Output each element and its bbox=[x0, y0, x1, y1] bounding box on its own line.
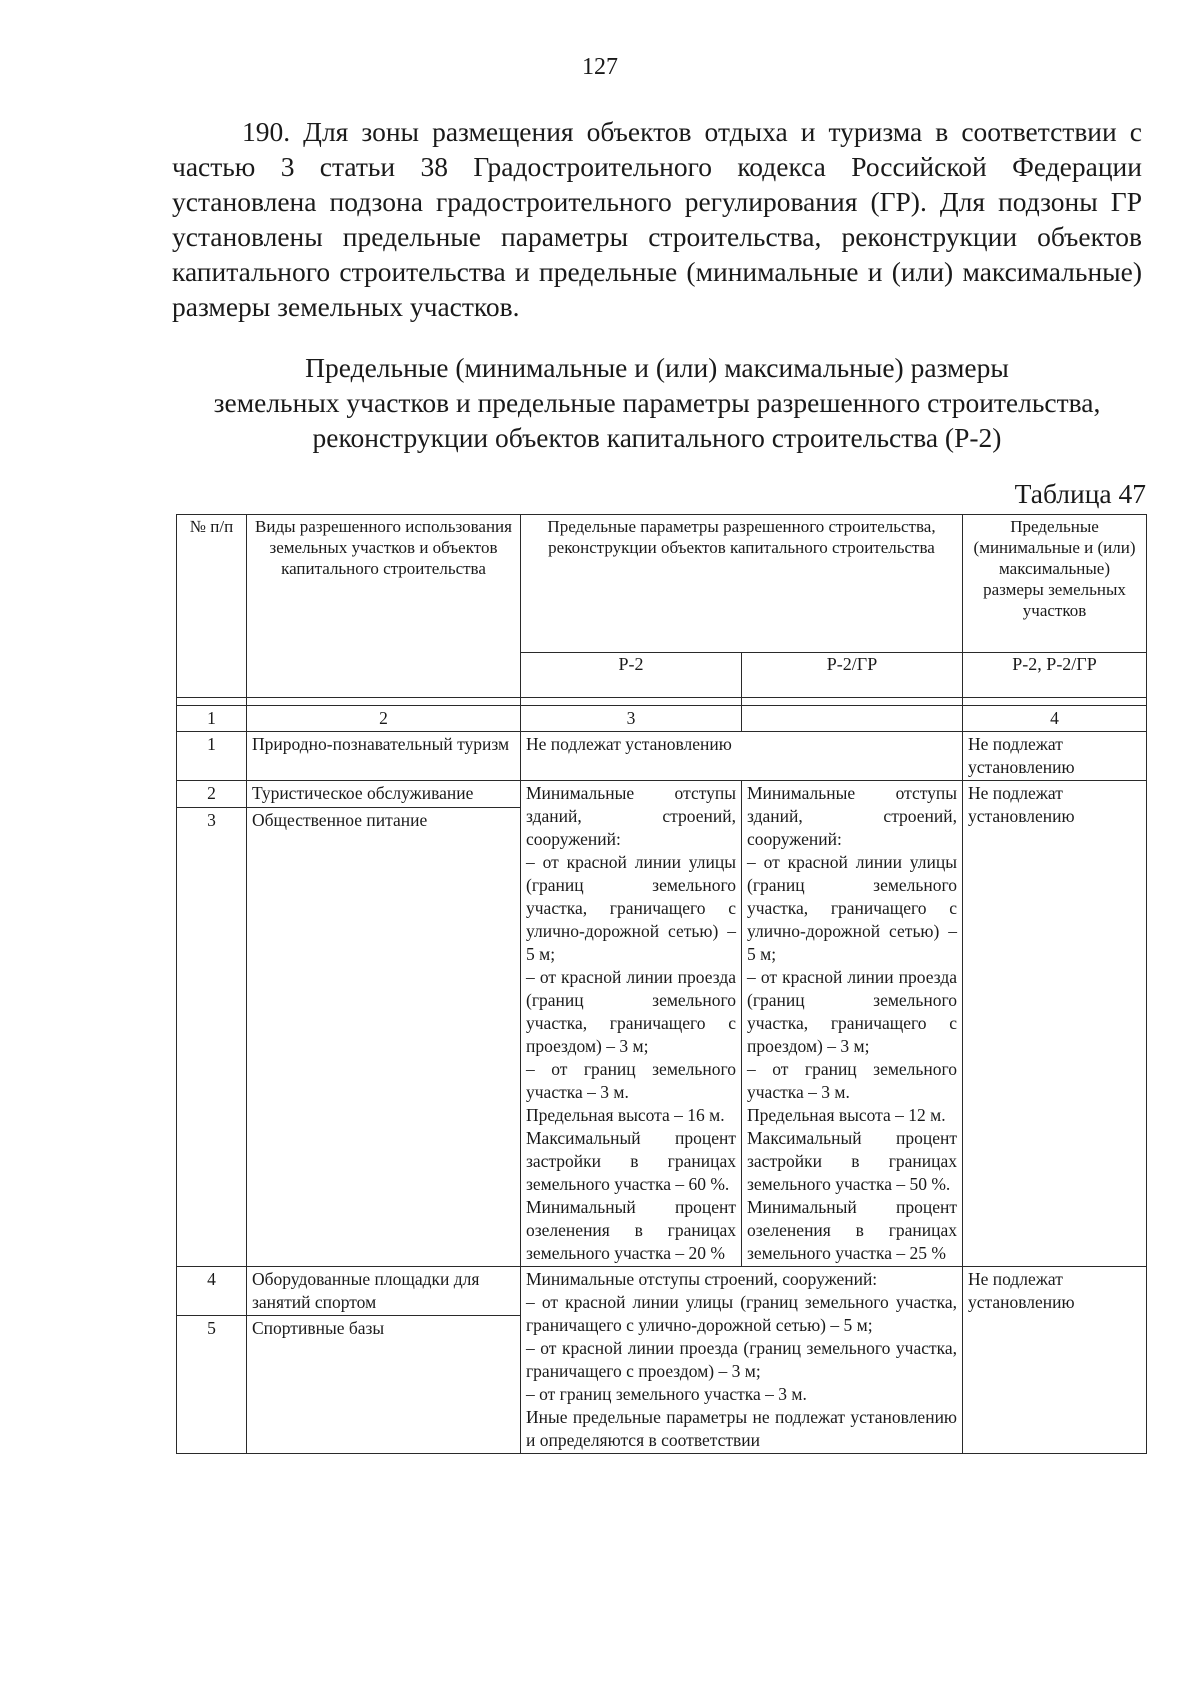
row-params bbox=[521, 1267, 963, 1454]
table-header-row bbox=[177, 515, 1147, 653]
row-num: 3 bbox=[177, 808, 247, 1267]
column-number bbox=[742, 706, 963, 732]
param-line: – от границ земельного участка – 3 м. bbox=[526, 1384, 807, 1404]
param-line: – от красной линии улицы (границ земельного участка, граничащего с улично-дорожной сетью) – 5 м; bbox=[526, 852, 736, 964]
column-number: 3 bbox=[521, 706, 742, 732]
row-type: Природно-познавательный туризм bbox=[247, 732, 521, 781]
param-line: Минимальный процент озеленения в границах земельного участка – 20 % bbox=[526, 1197, 736, 1263]
param-line: Предельная высота – 12 м. bbox=[747, 1105, 946, 1125]
subheader-r2gr: Р-2/ГР bbox=[742, 653, 963, 698]
param-line: – от красной линии проезда (границ земельного участка, граничащего с проездом) – 3 м; bbox=[747, 967, 958, 1056]
intro-paragraph: 190. Для зоны размещения объектов отдыха и туризма в соответствии с частью 3 статьи 38 Градостроительного кодекса Российской Федерации установлена подзона градостроительного регулирования (ГР). Для подзоны ГР установлены предельные параметры строительства, реконструкции объектов капитального строительства и предельные (минимальные и (или) максимальные) размеры земельных участков. bbox=[172, 116, 1142, 322]
page-number: 127 bbox=[582, 54, 618, 80]
param-line: Минимальные отступы зданий, строений, сооружений: bbox=[526, 783, 736, 849]
regulation-table bbox=[176, 514, 1147, 1454]
row-num: 4 bbox=[177, 1267, 247, 1316]
table-row bbox=[177, 781, 1147, 808]
table-row bbox=[177, 1267, 1147, 1316]
row-num: 5 bbox=[177, 1316, 247, 1454]
row-params: Не подлежат установлению bbox=[521, 732, 963, 781]
row-type: Общественное питание bbox=[247, 808, 521, 1267]
table-title bbox=[172, 350, 1142, 455]
row-params-r2 bbox=[521, 781, 742, 1267]
param-line: Предельная высота – 16 м. bbox=[526, 1105, 725, 1125]
column-numbers-row bbox=[177, 706, 1147, 732]
param-line: Иные предельные параметры не подлежат установлению и определяются в соответствии bbox=[526, 1407, 958, 1450]
row-sizes: Не подлежат установлению bbox=[963, 1267, 1147, 1454]
table-gap-row bbox=[177, 698, 1147, 706]
row-num: 1 bbox=[177, 732, 247, 781]
column-number: 2 bbox=[247, 706, 521, 732]
param-line: – от красной линии улицы (границ земельного участка, граничащего с улично-дорожной сетью) – 5 м; bbox=[526, 1292, 958, 1335]
subheader-sizes: Р-2, Р-2/ГР bbox=[963, 653, 1147, 698]
header-types: Виды разрешенного использования земельных участков и объектов капитального строительства bbox=[247, 515, 521, 698]
param-line: – от красной линии улицы (границ земельного участка, граничащего с улично-дорожной сетью) – 5 м; bbox=[747, 852, 958, 964]
row-sizes: Не подлежат установлению bbox=[963, 781, 1147, 1267]
param-line: Максимальный процент застройки в границах земельного участка – 50 %. bbox=[747, 1128, 958, 1194]
row-num: 2 bbox=[177, 781, 247, 808]
subheader-r2: Р-2 bbox=[521, 653, 742, 698]
row-type: Спортивные базы bbox=[247, 1316, 521, 1454]
header-num: № п/п bbox=[177, 515, 247, 698]
column-number: 1 bbox=[177, 706, 247, 732]
param-line: Минимальные отступы зданий, строений, сооружений: bbox=[747, 783, 958, 849]
header-params: Предельные параметры разрешенного строительства, реконструкции объектов капитального строительства bbox=[521, 515, 963, 653]
table-title-line: Предельные (минимальные и (или) максимальные) размеры bbox=[305, 352, 1009, 383]
param-line: Минимальный процент озеленения в границах земельного участка – 25 % bbox=[747, 1197, 958, 1263]
param-line: – от границ земельного участка – 3 м. bbox=[526, 1059, 736, 1102]
table-row bbox=[177, 732, 1147, 781]
param-line: – от границ земельного участка – 3 м. bbox=[747, 1059, 958, 1102]
row-params-r2gr bbox=[742, 781, 963, 1267]
param-line: – от красной линии проезда (границ земельного участка, граничащего с проездом) – 3 м; bbox=[526, 1338, 958, 1381]
table-number: Таблица 47 bbox=[1014, 478, 1146, 509]
table-title-line: земельных участков и предельные параметры разрешенного строительства, bbox=[213, 387, 1101, 418]
row-type: Оборудованные площадки для занятий спортом bbox=[247, 1267, 521, 1316]
param-line: Минимальные отступы строений, сооружений: bbox=[526, 1269, 878, 1289]
param-line: Максимальный процент застройки в границах земельного участка – 60 %. bbox=[526, 1128, 736, 1194]
row-type: Туристическое обслуживание bbox=[247, 781, 521, 808]
table-title-line: реконструкции объектов капитального строительства (Р-2) bbox=[312, 422, 1002, 453]
header-sizes: Предельные (минимальные и (или) максимальные) размеры земельных участков bbox=[963, 515, 1147, 653]
column-number: 4 bbox=[963, 706, 1147, 732]
row-sizes: Не подлежат установлению bbox=[963, 732, 1147, 781]
param-line: – от красной линии проезда (границ земельного участка, граничащего с проездом) – 3 м; bbox=[526, 967, 736, 1056]
